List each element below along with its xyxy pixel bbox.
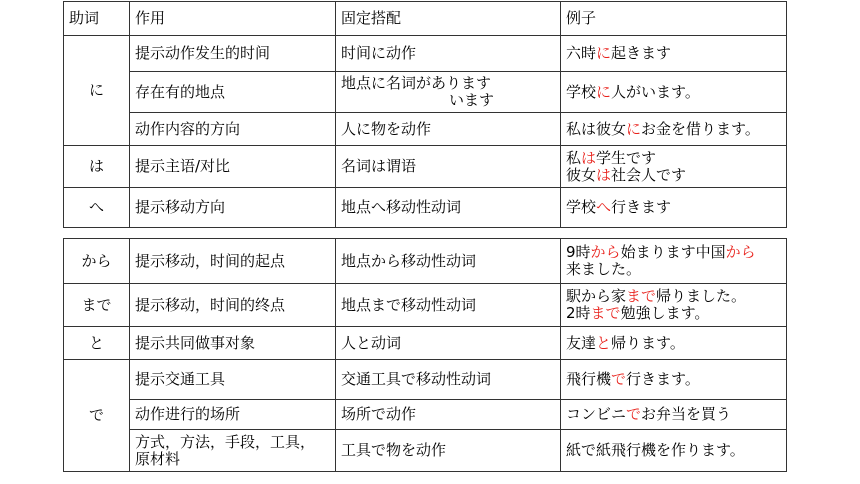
pattern-cell: 人に物を动作	[336, 113, 561, 146]
table-row	[64, 430, 787, 472]
usage-cell: 存在有的地点	[130, 72, 336, 113]
particle-cell: と	[64, 327, 130, 360]
header-example: 例子	[561, 2, 787, 36]
usage-cell: 提示共同做事对象	[130, 327, 336, 360]
example-cell: 飛行機で行きます。	[561, 360, 787, 400]
table-row	[64, 72, 787, 113]
usage-cell: 动作进行的场所	[130, 400, 336, 430]
pattern-cell: 名词は谓语	[336, 146, 561, 188]
pattern-cell: 工具で物を动作	[336, 430, 561, 472]
pattern-cell: 交通工具で移动性动词	[336, 360, 561, 400]
particle-cell: は	[64, 146, 130, 188]
pattern-line-1: 地点に名词があります	[341, 74, 492, 92]
particle-cell: へ	[64, 188, 130, 228]
usage-cell: 提示主语/对比	[130, 146, 336, 188]
pattern-cell: 场所で动作	[336, 400, 561, 430]
particle-cell: から	[64, 239, 130, 284]
example-cell: コンビニでお弁当を買う	[561, 400, 787, 430]
example-cell: 9時から始まります中国から 来ました。	[561, 239, 787, 284]
table-row	[64, 284, 787, 327]
example-cell: 紙で紙飛行機を作ります。	[561, 430, 787, 472]
header-pattern: 固定搭配	[336, 2, 561, 36]
particles-table-1	[63, 1, 787, 228]
pattern-cell: 地点から移动性动词	[336, 239, 561, 284]
example-cell: 友達と帰ります。	[561, 327, 787, 360]
table-row	[64, 146, 787, 188]
table-row	[64, 360, 787, 400]
usage-cell: 提示交通工具	[130, 360, 336, 400]
particles-table-2	[63, 238, 787, 472]
example-cell: 学校へ行きます	[561, 188, 787, 228]
usage-cell: 动作内容的方向	[130, 113, 336, 146]
example-cell: 私は学生です 彼女は社会人です	[561, 146, 787, 188]
table-row	[64, 36, 787, 72]
pattern-cell: 地点まで移动性动词	[336, 284, 561, 327]
table-row	[64, 188, 787, 228]
usage-cell: 提示移动，时间的终点	[130, 284, 336, 327]
pattern-cell	[336, 72, 561, 113]
table-row	[64, 113, 787, 146]
particle-cell: で	[64, 360, 130, 472]
table-row	[64, 327, 787, 360]
table-row	[64, 400, 787, 430]
usage-cell: 提示动作发生的时间	[130, 36, 336, 72]
usage-cell: 方式，方法，手段，工具， 原材料	[130, 430, 336, 472]
particle-cell: に	[64, 36, 130, 146]
pattern-cell: 人と动词	[336, 327, 561, 360]
example-cell: 六時に起きます	[561, 36, 787, 72]
particle-cell: まで	[64, 284, 130, 327]
pattern-line-2: います	[449, 91, 495, 109]
example-cell: 学校に人がいます。	[561, 72, 787, 113]
table-row	[64, 239, 787, 284]
example-cell: 私は彼女にお金を借ります。	[561, 113, 787, 146]
header-row	[64, 2, 787, 36]
usage-cell: 提示移动方向	[130, 188, 336, 228]
pattern-cell: 地点へ移动性动词	[336, 188, 561, 228]
pattern-cell: 时间に动作	[336, 36, 561, 72]
header-usage: 作用	[130, 2, 336, 36]
header-particle: 助词	[64, 2, 130, 36]
usage-cell: 提示移动，时间的起点	[130, 239, 336, 284]
example-cell: 駅から家まで帰りました。 2時まで勉強します。	[561, 284, 787, 327]
